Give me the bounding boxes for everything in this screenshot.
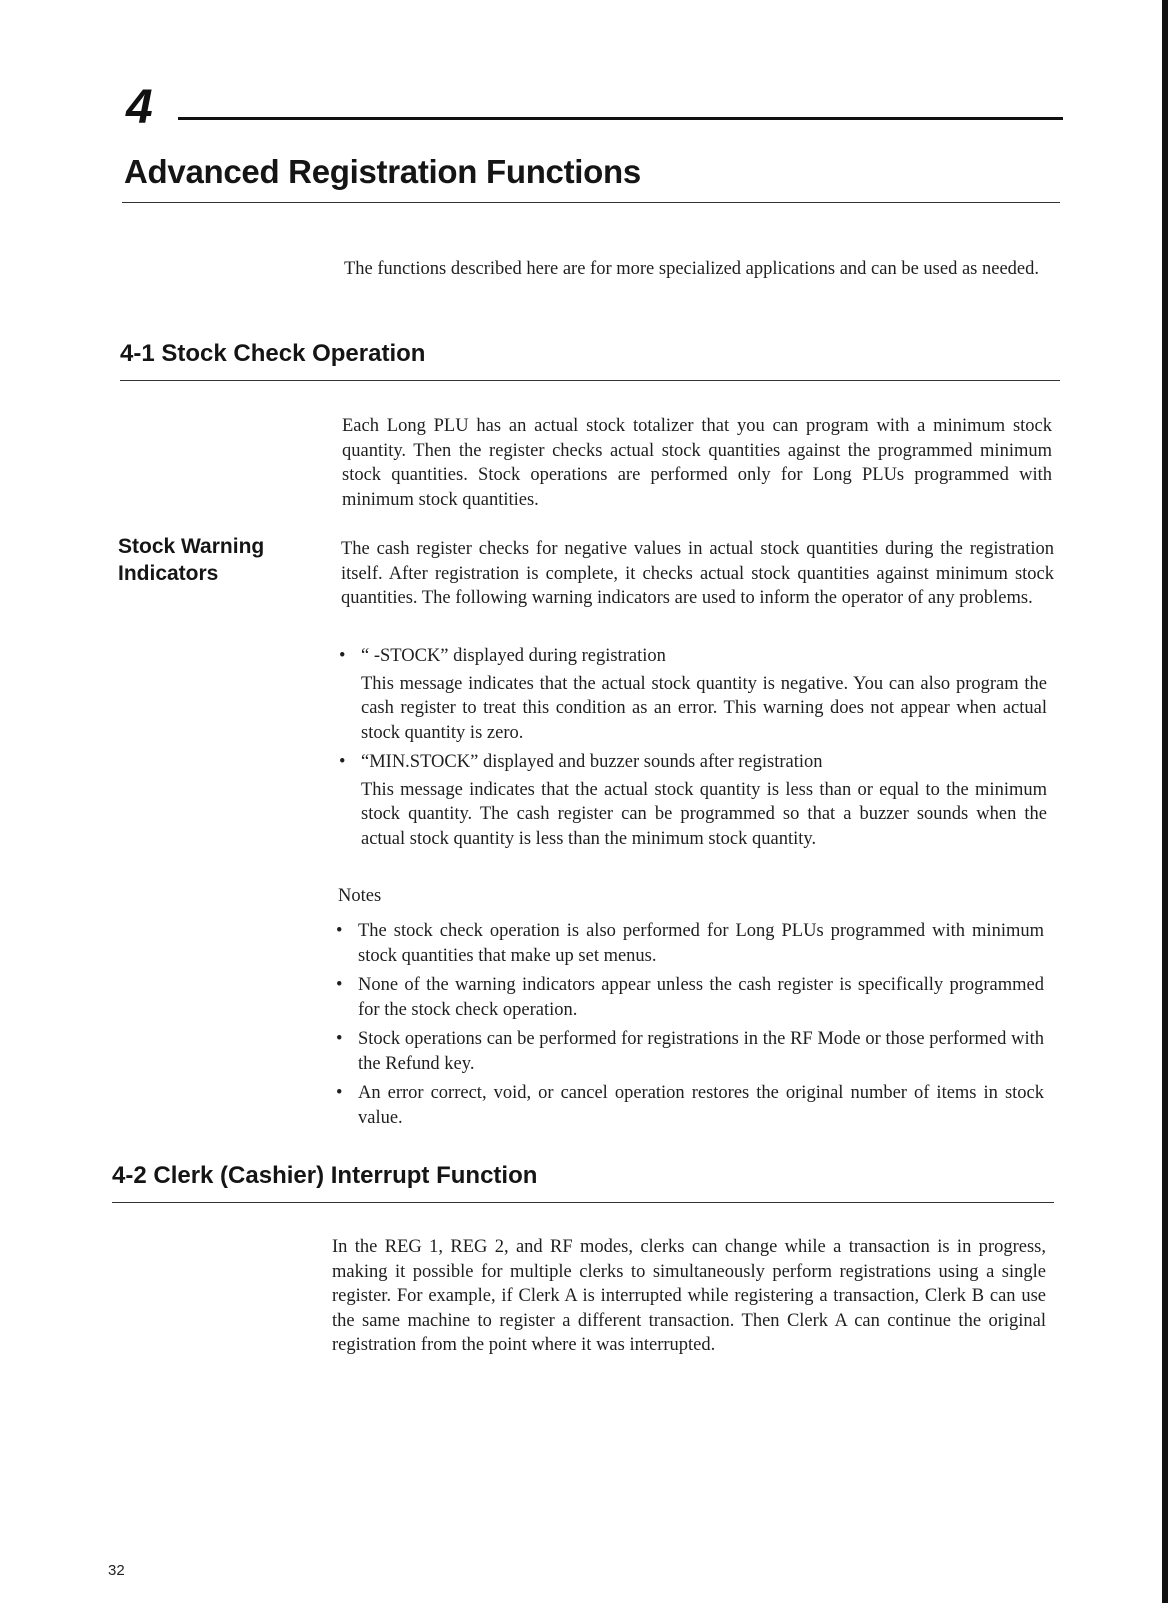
chapter-title: Advanced Registration Functions [124,153,641,190]
note-item [336,1081,1044,1130]
warning-indicator-list [339,644,1047,856]
bullet-glyph: • [339,646,346,666]
chapter-title-underline [122,202,1060,203]
stock-check-intro: Each Long PLU has an actual stock totalizer that you can program with a minimum stock quantity. Then the register checks actual stock quantities against the programmed minimum stock quantities. Stock operations are performed only for Long PLUs programmed with minimum stock quantities. [342,416,1052,510]
bullet-glyph: • [336,1029,343,1049]
note-text: Stock operations can be performed for registrations in the RF Mode or those performed with the Refund key. [358,1029,1044,1074]
indicator-title: “ -STOCK” displayed during registration [361,646,666,666]
indicator-description: This message indicates that the actual stock quantity is negative. You can also program the cash register to treat this condition as an error. This warning does not appear when actual stock quantity is zero. [361,673,1047,743]
section-underline-clerk-interrupt [112,1202,1054,1203]
side-heading-line-2: Indicators [118,562,219,585]
chapter-intro: The functions described here are for more specialized applications and can be used as needed. [344,259,1039,279]
clerk-interrupt-body: In the REG 1, REG 2, and RF modes, clerks can change while a transaction is in progress, making it possible for multiple clerks to simultaneously perform registrations using a single register. For example, if Clerk A is interrupted while registering a transaction, Clerk B can use the same machine to register a different transaction. Then Clerk A can continue the original registration from the point where it was interrupted. [332,1237,1046,1355]
note-item [336,1027,1044,1076]
chapter-number: 4 [126,81,153,134]
indicator-description: This message indicates that the actual stock quantity is less than or equal to the minimum stock quantity. The cash register can be programmed so that a buzzer sounds when the actual stock quantity is less than the minimum stock quantity. [361,779,1047,849]
note-text: An error correct, void, or cancel operation restores the original number of items in stock value. [358,1083,1044,1128]
indicator-title: “MIN.STOCK” displayed and buzzer sounds after registration [361,752,823,772]
side-heading-stock-warning [118,533,264,587]
section-underline-stock-check [120,380,1060,381]
chapter-rule [178,117,1063,120]
warning-indicator-item [339,750,1047,851]
warning-intro: The cash register checks for negative values in actual stock quantities during the registration itself. After registration is complete, it checks actual stock quantities against minimum stock quantities. The following warning indicators are used to inform the operator of any problems. [341,539,1054,608]
page-number: 32 [108,1562,125,1579]
bullet-glyph: • [336,1083,343,1103]
warning-indicator-item [339,644,1047,745]
section-title-stock-check: 4-1 Stock Check Operation [120,340,426,367]
notes-label: Notes [338,886,382,906]
bullet-glyph: • [339,752,346,772]
note-item [336,919,1044,968]
notes-list [336,919,1044,1135]
bullet-glyph: • [336,975,343,995]
page-edge-shadow [1162,0,1168,1603]
note-text: None of the warning indicators appear unless the cash register is specifically programmed for the stock check operation. [358,975,1044,1020]
note-text: The stock check operation is also performed for Long PLUs programmed with minimum stock quantities that make up set menus. [358,921,1044,966]
note-item [336,973,1044,1022]
bullet-glyph: • [336,921,343,941]
section-title-clerk-interrupt: 4-2 Clerk (Cashier) Interrupt Function [112,1162,538,1189]
side-heading-line-1: Stock Warning [118,535,265,558]
